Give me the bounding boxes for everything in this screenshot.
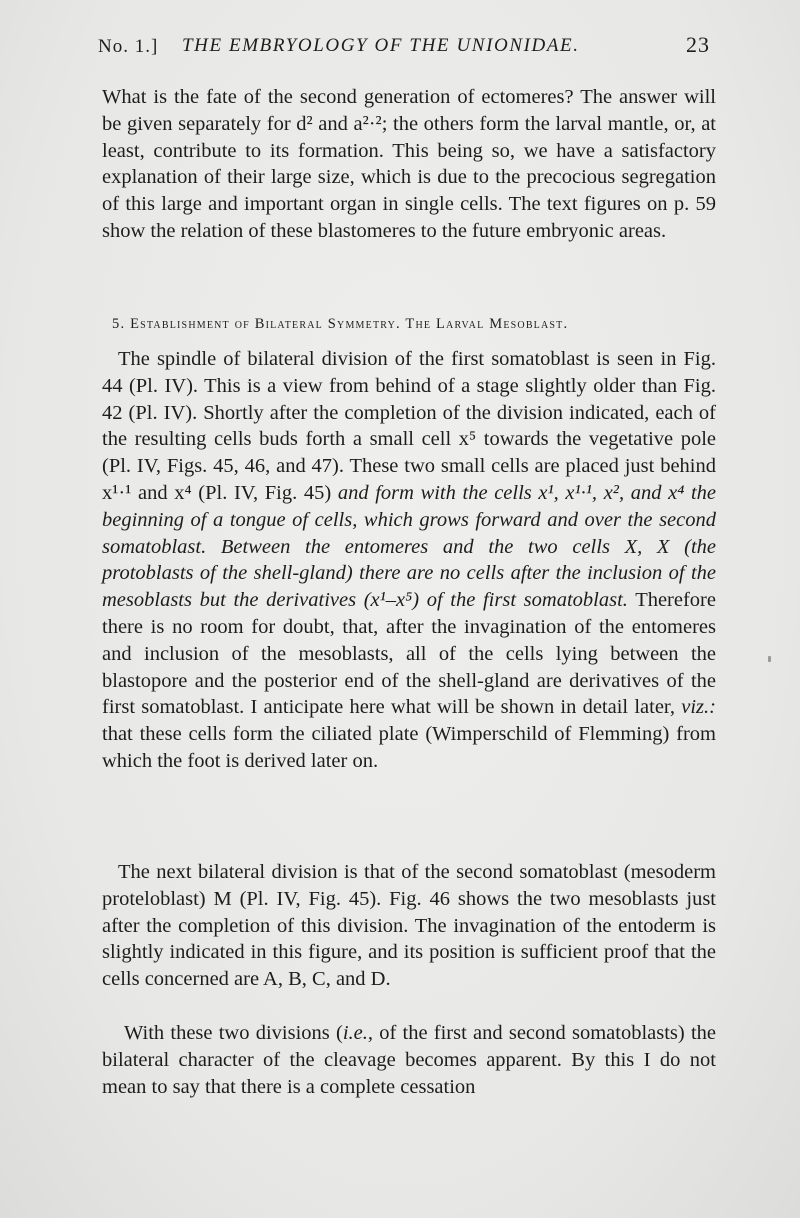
paragraph-fate-of-ectomeres: What is the fate of the second generation of ectomeres? The answer will be given separately for d² and a²·²; the others form the larval mantle, or, at least, contribute to its formation. This being so, we have a satisfactory explanation of their large size, which is due to the precocious segregation of this large and important organ in single cells. The text figures on p. 59 show the relation of these blastomeres to the future embryonic areas. [102,86,716,242]
issue-number: No. 1.] [98,36,159,57]
paragraph-text: With these two divisions ( [124,1022,343,1044]
paragraph-text: Therefore there is no room for doubt, that, after the invagination of the entomeres and inclusion of the mesoblasts, all of the cells lying between the blastopore and the posterior end of the shell-gland are derivatives of the first somatoblast. I anticipate here what will be shown in detail later, [102,589,716,719]
italic-abbreviation: i.e., [342,1022,373,1044]
paper-speck [768,656,771,662]
running-header [98,32,710,62]
section-heading: 5. Establishment of Bilateral Symmetry. The Larval Mesoblast. [112,316,569,332]
paragraph-spindle-division [102,346,716,775]
italic-abbreviation: viz.: [681,696,716,719]
paragraph-text: that these cells form the ciliated plate (Wimperschild of Flemming) from which the foot is derived later on. [102,723,716,772]
paragraph-bilateral-character [102,1020,716,1100]
paragraph-text: of the first and second somatoblasts) the bilateral character of the cleavage becomes apparent. By this I do not mean to say that there is a complete cessation [102,1022,717,1098]
running-title: THE EMBRYOLOGY OF THE UNIONIDAE. [182,35,580,56]
page-number: 23 [686,32,710,57]
italic-emphasis: and form with the cells x¹, x¹·¹, x², and x⁴ the beginning of a tongue of cells, which grows forward and over the second somatoblast. Between the entomeres and the two cells X, X (the protoblasts of the shell-gland) there are no cells after the inclusion of the mesoblasts but the derivatives (x¹–x⁵) of the first somatoblast. [102,481,717,612]
paragraph-second-somatoblast: The next bilateral division is that of the second somatoblast (mesoderm proteloblast) M (Pl. IV, Fig. 45). Fig. 46 shows the two mesoblasts just after the completion of this division. The invagination of the entoderm is slightly indicated in this figure, and its position is sufficient proof that the cells concerned are A, B, C, and D. [102,861,716,991]
paragraph-text: The spindle of bilateral division of the first somatoblast is seen in Fig. 44 (Pl. IV). This is a view from behind of a stage slightly older than Fig. 42 (Pl. IV). Shortly after the completion of the division indicated, each of the resulting cells buds forth a small cell x⁵ towards the vegetative pole (Pl. IV, Figs. 45, 46, and 47). These two small cells are placed just behind x¹·¹ and x⁴ (Pl. IV, Fig. 45) [102,348,716,504]
